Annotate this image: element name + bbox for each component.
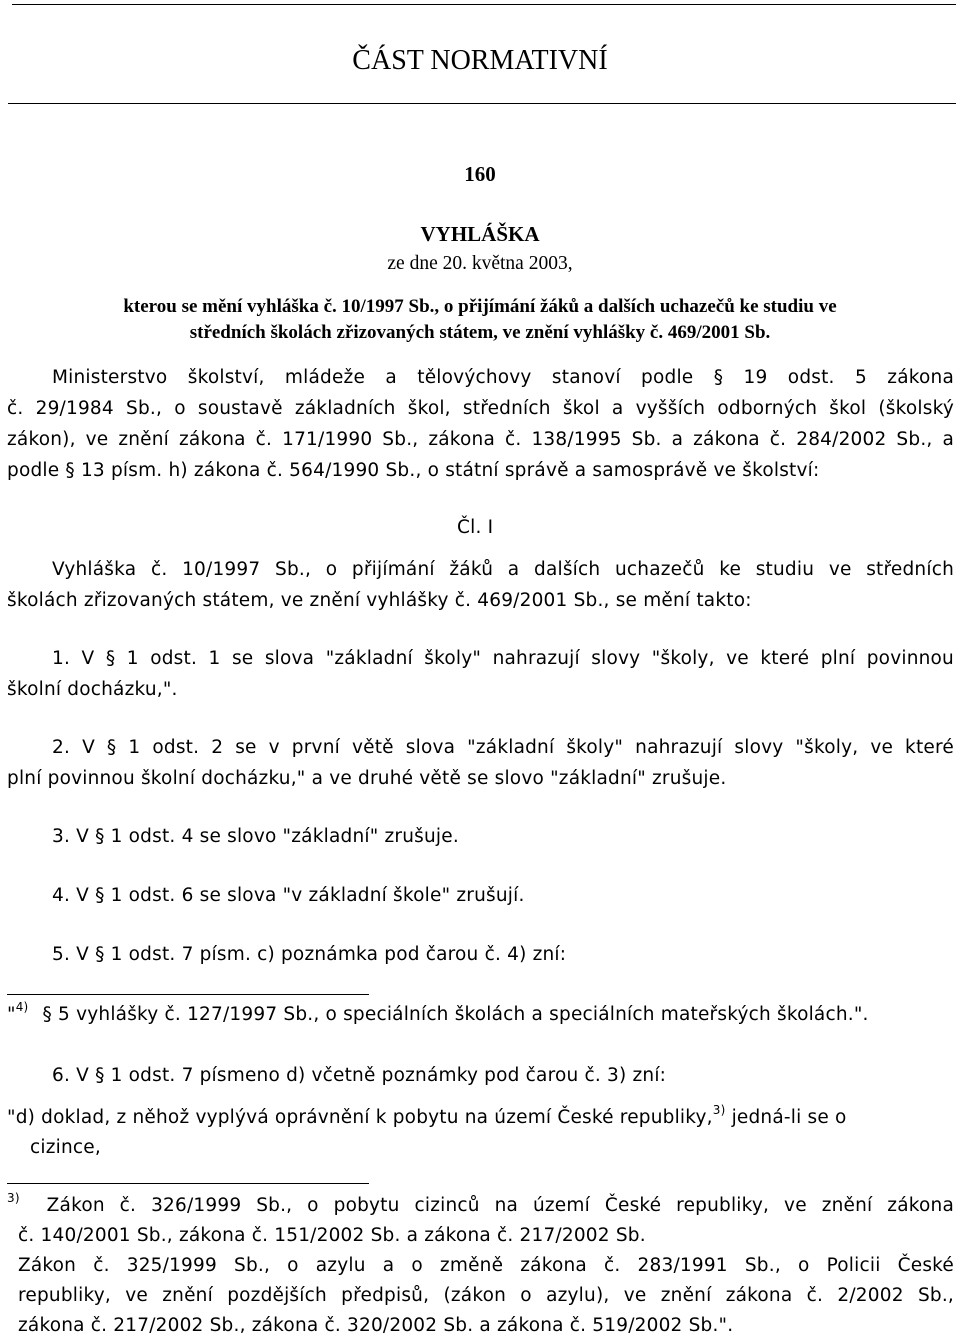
article-intro-line-2: školách zřizovaných státem, ve znění vyhlášky č. 469/2001 Sb., se mění takto: xyxy=(7,590,752,611)
article-intro-line-1: Vyhláška č. 10/1997 Sb., o přijímání žáků a dalších uchazečů ke studiu ve středních xyxy=(52,559,954,580)
item-2-line-2: plní povinnou školní docházku," a ve druhé větě se slovo "základní" zrušuje. xyxy=(7,768,727,789)
preamble-line-3: zákon), ve znění zákona č. 171/1990 Sb., zákona č. 138/1995 Sb. a zákona č. 284/2002 Sb., a xyxy=(7,429,954,450)
footnote-3-rule xyxy=(7,1183,369,1184)
item-3: 3. V § 1 odst. 4 se slovo "základní" zrušuje. xyxy=(52,826,459,847)
decree-title-line-2: středních školách zřizovaných státem, ve znění vyhlášky č. 469/2001 Sb. xyxy=(189,322,771,343)
section-title: ČÁST NORMATIVNÍ xyxy=(352,45,608,76)
footnote-4-text: § 5 vyhlášky č. 127/1997 Sb., o speciálních školách a speciálních mateřských školách.". xyxy=(42,1004,869,1025)
footnote-3-line-1 xyxy=(7,1191,954,1218)
item-d-text-a: "d) doklad, z něhož vyplývá oprávnění k pobytu na území České republiky, xyxy=(7,1107,713,1128)
decree-title-line-1: kterou se mění vyhláška č. 10/1997 Sb., o přijímání žáků a dalších uchazečů ke studiu ve xyxy=(123,296,837,317)
item-1-line-1: 1. V § 1 odst. 1 se slova "základní školy" nahrazují slovy "školy, ve které plní povinnou xyxy=(52,648,954,669)
top-rule xyxy=(12,4,956,5)
item-d-line-2: cizince, xyxy=(30,1137,101,1158)
section-rule xyxy=(8,103,956,104)
item-6: 6. V § 1 odst. 7 písmeno d) včetně poznámky pod čarou č. 3) zní: xyxy=(52,1065,667,1086)
item-1-line-2: školní docházku,". xyxy=(7,679,178,700)
item-d-mark: 3) xyxy=(712,1103,726,1117)
item-4: 4. V § 1 odst. 6 se slova "v základní škole" zrušují. xyxy=(52,885,525,906)
footnote-3-line-3: Zákon č. 325/1999 Sb., o azylu a o změně zákona č. 283/1991 Sb., o Policii České xyxy=(18,1255,954,1276)
footnote-4 xyxy=(7,1000,960,1027)
footnote-3-line-5: zákona č. 217/2002 Sb., zákona č. 320/2002 Sb. a zákona č. 519/2002 Sb.". xyxy=(18,1315,734,1336)
item-d-line-1 xyxy=(7,1103,960,1130)
item-d-text-b: jedná-li se o xyxy=(725,1107,847,1128)
preamble-line-1: Ministerstvo školství, mládeže a tělovýchovy stanoví podle § 19 odst. 5 zákona xyxy=(52,367,954,388)
item-5: 5. V § 1 odst. 7 písm. c) poznámka pod čarou č. 4) zní: xyxy=(52,944,567,965)
preamble-line-2: č. 29/1984 Sb., o soustavě základních škol, středních škol a vyšších odborných škol (školský xyxy=(7,398,954,419)
footnote-3-mark: 3) xyxy=(7,1191,20,1205)
footnote-3-text-1: Zákon č. 326/1999 Sb., o pobytu cizinců na území České republiky, ve znění zákona xyxy=(46,1195,954,1216)
item-2-line-1: 2. V § 1 odst. 2 se v první větě slova "základní školy" nahrazují slovy "školy, ve které xyxy=(52,737,954,758)
footnote-4-quote: " xyxy=(7,1004,16,1025)
footnote-4-rule xyxy=(7,994,369,995)
footnote-4-mark: 4) xyxy=(15,1000,29,1014)
footnote-3-line-2: č. 140/2001 Sb., zákona č. 151/2002 Sb. a zákona č. 217/2002 Sb. xyxy=(18,1225,646,1246)
decree-date: ze dne 20. května 2003, xyxy=(387,253,573,274)
footnote-3-line-4: republiky, ve znění pozdějších předpisů, (zákon o azylu), ve znění zákona č. 2/2002 Sb., xyxy=(18,1285,954,1306)
decree-number: 160 xyxy=(464,162,496,186)
article-heading: Čl. I xyxy=(457,517,494,538)
preamble-line-4: podle § 13 písm. h) zákona č. 564/1990 Sb., o státní správě a samosprávě ve školství: xyxy=(7,460,820,481)
decree-type: VYHLÁŠKA xyxy=(420,222,540,246)
